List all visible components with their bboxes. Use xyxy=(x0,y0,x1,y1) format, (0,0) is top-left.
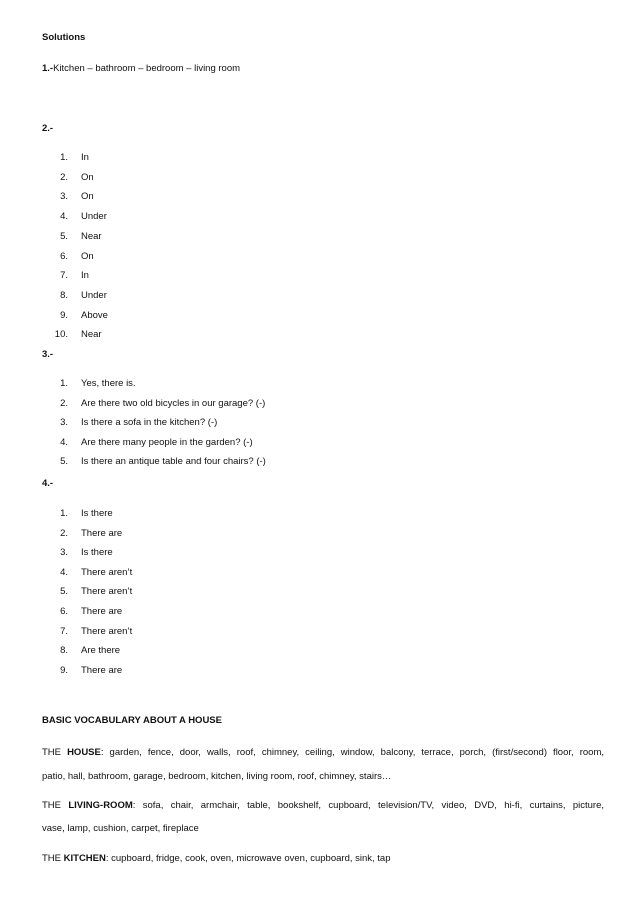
list-item-number: 8. xyxy=(60,289,68,301)
list-item: Are there xyxy=(81,645,121,657)
vocab-living-word: LIVING-ROOM xyxy=(68,800,133,811)
list-item: On xyxy=(81,191,94,203)
list-item-number: 6. xyxy=(60,250,68,262)
list-item: There are xyxy=(81,664,123,676)
list-item: Is there xyxy=(81,508,113,519)
list-item-number: 4. xyxy=(60,211,68,223)
list-item: There aren’t xyxy=(81,586,133,598)
list-item-number: 5. xyxy=(60,586,68,598)
list-item-number: 7. xyxy=(60,625,68,637)
list-item: Are there many people in the garden? (-) xyxy=(81,436,253,448)
solution-1-number: 1.- xyxy=(42,63,54,74)
list-item: Are there two old bicycles in our garage? (-) xyxy=(81,397,266,409)
list-item-number: 4. xyxy=(60,566,68,578)
vocab-heading: BASIC VOCABULARY ABOUT A HOUSE xyxy=(42,715,222,726)
list-item-number: 1. xyxy=(60,508,68,519)
list-item-number: 3. xyxy=(60,191,68,203)
vocab-living-line-1: THE LIVING-ROOM: sofa, chair, armchair, table, bookshelf, cupboard, television/TV, video, DVD, hi-fi, curtains, picture, xyxy=(42,800,605,811)
list-item: Near xyxy=(81,329,102,341)
list-item-number: 7. xyxy=(60,270,68,282)
list-item: There aren’t xyxy=(81,625,133,637)
list-item: Is there an antique table and four chairs? (-) xyxy=(81,456,266,468)
list-item-number: 2. xyxy=(60,171,68,183)
solution-3-number: 3.- xyxy=(42,349,54,360)
page-title: Solutions xyxy=(42,32,86,43)
list-item: On xyxy=(81,250,94,262)
list-item: Yes, there is. xyxy=(81,378,136,389)
solution-1 xyxy=(42,63,240,75)
list-item: Under xyxy=(81,211,107,223)
solution-4-number: 4.- xyxy=(42,478,54,489)
vocab-living-line-2: vase, lamp, cushion, carpet, fireplace xyxy=(42,823,199,834)
list-item: In xyxy=(81,270,89,282)
list-item: Is there a sofa in the kitchen? (-) xyxy=(81,417,218,429)
list-item-number: 9. xyxy=(60,309,68,321)
list-item-number: 5. xyxy=(60,456,68,468)
list-item-number: 8. xyxy=(60,645,68,657)
list-item-number: 1. xyxy=(60,152,68,163)
list-item: Above xyxy=(81,309,108,321)
vocab-kitchen-word: KITCHEN xyxy=(63,853,106,864)
solution-1-text: Kitchen – bathroom – bedroom – living room xyxy=(53,63,241,74)
list-item-number: 1. xyxy=(60,378,68,389)
list-item: There aren’t xyxy=(81,566,133,578)
list-item: Near xyxy=(81,230,102,242)
list-item: There are xyxy=(81,527,123,539)
list-item-number: 3. xyxy=(60,417,68,429)
list-item-number: 2. xyxy=(60,397,68,409)
solution-2-number: 2.- xyxy=(42,123,54,134)
list-item-number: 3. xyxy=(60,547,68,559)
list-item: Is there xyxy=(81,547,113,559)
list-item: There are xyxy=(81,606,123,617)
list-item-number: 4. xyxy=(60,436,68,448)
list-item-number: 6. xyxy=(60,606,68,617)
vocab-kitchen-line: THE KITCHEN: cupboard, fridge, cook, oven, microwave oven, cupboard, sink, tap xyxy=(42,853,391,864)
list-item-number: 2. xyxy=(60,527,68,539)
list-item-number: 10. xyxy=(54,329,68,341)
list-item-number: 5. xyxy=(60,230,68,242)
vocab-house-line-1: THE HOUSE: garden, fence, door, walls, roof, chimney, ceiling, window, balcony, terrace, porch, (first/second) floor, room, xyxy=(42,747,604,758)
vocab-house-line-2: patio, hall, bathroom, garage, bedroom, kitchen, living room, roof, chimney, stairs… xyxy=(42,771,392,782)
list-item-number: 9. xyxy=(60,664,68,676)
vocab-house-word: HOUSE xyxy=(67,747,101,758)
list-item: On xyxy=(81,171,94,183)
list-item: Under xyxy=(81,289,107,301)
list-item: In xyxy=(81,152,89,163)
